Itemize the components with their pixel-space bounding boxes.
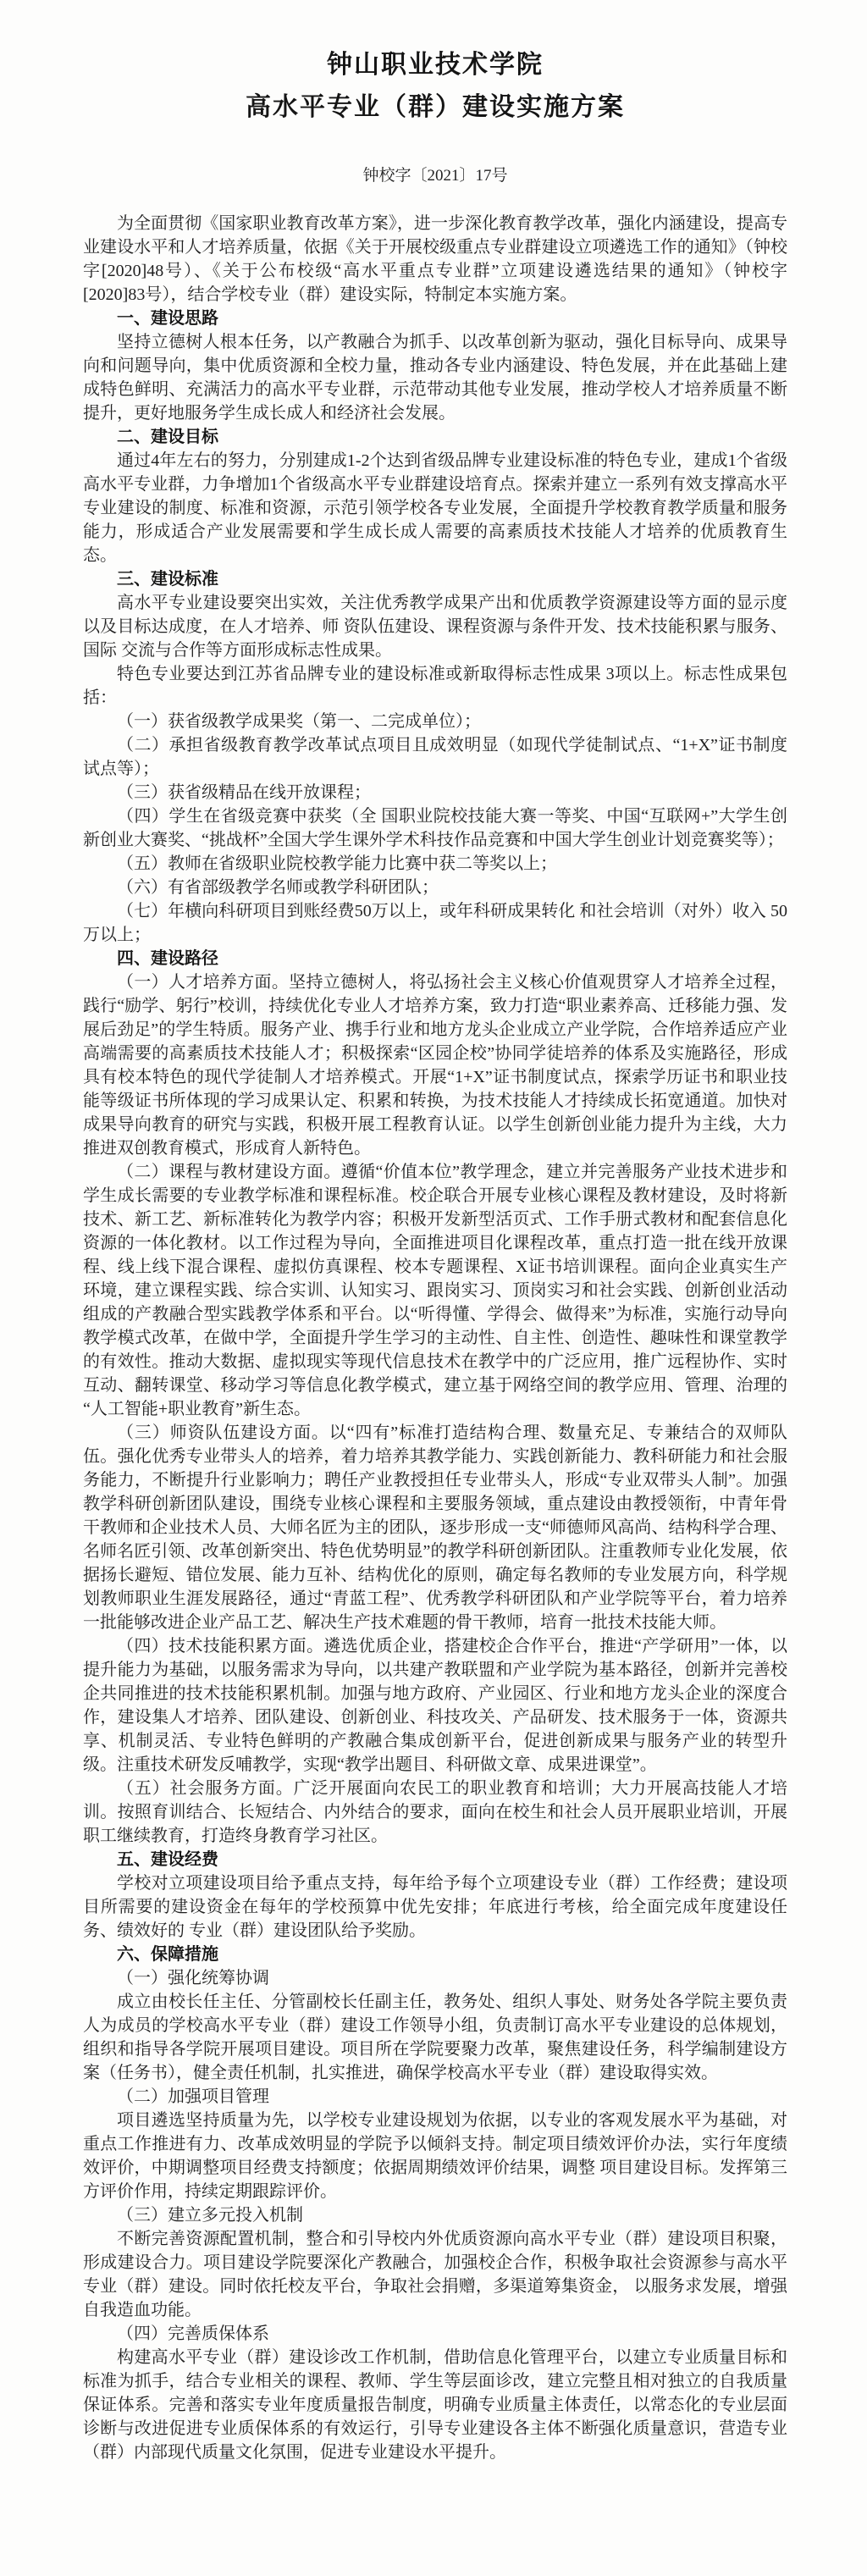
document-number: 钟校字〔2021〕17号 [362,167,508,185]
paragraph: 高水平专业建设要突出实效，关注优秀教学成果产出和优质教学资源建设等方面的显示度以及目标达成度，在人才培养、师 资队伍建设、课程资源与条件开发、技术技能积累与服务、国际 交流与合作等方面形成标志性成果。 [83,594,787,660]
paragraph: 特色专业要达到江苏省品牌专业的建设标准或新取得标志性成果 3项以上。标志性成果包括： [83,665,787,707]
sub-section-heading: （一）强化统筹协调 [117,1969,269,1987]
paragraph: （二）课程与教材建设方面。遵循“价值本位”教学理念，建立并完善服务产业技术进步和学生成长需要的专业教学标准和课程标准。校企联合开展专业核心课程及教材建设，及时将新技术、新工艺、新标准转化为教学内容；积极开发新型活页式、工作手册式教材和配套信息化资源的一体化教材。以工作过程为导向，全面推进项目化课程改革，重点打造一批在线开放课程、线上线下混合课程、虚拟仿真课程、校本专题课程、X证书培训课程。面向企业真实生产环境，建立课程实践、综合实训、认知实习、跟岗实习、顶岗实习和社会实践、创新创业活动组成的产教融合型实践教学体系和平台。以“听得懂、学得会、做得来”为标准，实施行动导向教学模式改革，在做中学，全面提升学生学习的主动性、自主性、创造性、趣味性和课堂教学的有效性。推动大数据、虚拟现实等现代信息技术在教学中的广泛应用，推广远程协作、实时互动、翻转课堂、移动学习等信息化教学模式，建立基于网络空间的教学应用、管理、治理的“人工智能+职业教育”新生态。 [83,1163,787,1418]
paragraph: （六）有省部级教学名师或教学科研团队； [117,878,439,897]
document-title-line1: 钟山职业技术学院 [327,51,544,79]
paragraph: （五）教师在省级职业院校教学能力比赛中获二等奖以上； [117,854,557,873]
sub-section-heading: （三）建立多元投入机制 [117,2206,303,2225]
paragraph: （七）年横向科研项目到账经费50万以上，或年科研成果转化 和社会培训（对外）收入 50万以上； [83,902,787,944]
section-heading: 四、建设路径 [117,949,218,968]
document-body [83,212,787,2464]
paragraph: 为全面贯彻《国家职业教育改革方案》，进一步深化教育教学改革，强化内涵建设，提高专业建设水平和人才培养质量，依据《关于开展校级重点专业群建设立项遴选工作的通知》（钟校字[2020]48号）、《关于公布校级“高水平重点专业群”立项建设遴选结果的通知》（钟校字[2020]83号），结合学校专业（群）建设实际，特制定本实施方案。 [83,214,787,304]
paragraph: 项目遴选坚持质量为先，以学校专业建设规划为依据，以专业的客观发展水平为基础，对重点工作推进有力、改革成效明显的学院予以倾斜支持。制定项目绩效评价办法，实行年度绩效评价，中期调整项目经费支持额度；依据周期绩效评价结果，调整 项目建设目标。发挥第三方评价作用，持续定期跟踪评价。 [83,2111,787,2201]
paragraph: 坚持立德树人根本任务，以产教融合为抓手、以改革创新为驱动，强化目标导向、成果导向和问题导向，集中优质资源和全校力量，推动各专业内涵建设、特色发展，并在此基础上建成特色鲜明、充满活力的高水平专业群，示范带动其他专业发展，推动学校人才培养质量不断提升，更好地服务学生成长成人和经济社会发展。 [83,333,787,423]
paragraph: （一）获省级教学成果奖（第一、二完成单位）； [117,712,481,731]
section-heading: 六、保障措施 [117,1945,218,1964]
paragraph: 通过4年左右的努力，分别建成1-2个达到省级品牌专业建设标准的特色专业，建成1个省级高水平专业群，力争增加1个省级高水平专业群建设培育点。探索并建立一系列有效支撑高水平专业建设的制度、标准和资源，示范引领学校各专业发展，全面提升学校教育教学质量和服务能力，形成适合产业发展需要和学生成长成人需要的高素质技术技能人才培养的优质教育生态。 [83,451,787,565]
paragraph: （一）人才培养方面。坚持立德树人，将弘扬社会主义核心价值观贯穿人才培养全过程，践行“励学、躬行”校训，持续优化专业人才培养方案，致力打造“职业素养高、迁移能力强、发展后劲足”的学生特质。服务产业、携手行业和地方龙头企业成立产业学院，合作培养适应产业高端需要的高素质技术技能人才；积极探索“区园企校”协同学徒培养的体系及实施路径，形成具有校本特色的现代学徒制人才培养模式。开展“1+X”证书制度试点，探索学历证书和职业技能等级证书所体现的学习成果认定、积累和转换，为技术技能人才持续成长拓宽通道。加快对成果导向教育的研究与实践，积极开展工程教育认证。以学生创新创业能力提升为主线，大力推进双创教育模式，形成育人新特色。 [83,973,787,1158]
section-heading: 一、建设思路 [117,309,218,328]
paragraph: （四）学生在省级竞赛中获奖（全 国职业院校技能大赛一等奖、中国“互联网+”大学生创新创业大赛奖、“挑战杯”全国大学生课外学术科技作品竞赛和中国大学生创业计划竞赛奖等）； [83,807,787,849]
paragraph: （二）承担省级教育教学改革试点项目且成效明显（如现代学徒制试点、“1+X”证书制度试点等）； [83,736,787,778]
paragraph: 不断完善资源配置机制，整合和引导校内外优质资源向高水平专业（群）建设项目积聚，形成建设合力。项目建设学院要深化产教融合，加强校企合作，积极争取社会资源参与高水平专业（群）建设。同时依托校友平台，争取社会捐赠，多渠道筹集资金， 以服务求发展，增强自我造血功能。 [83,2230,787,2319]
sub-section-heading: （二）加强项目管理 [117,2087,269,2106]
document-title-line2: 高水平专业（群）建设实施方案 [246,93,625,121]
sub-section-heading: （四）完善质保体系 [117,2324,269,2343]
section-heading: 五、建设经费 [117,1850,218,1869]
section-heading: 二、建设目标 [117,428,218,446]
paragraph: （三）师资队伍建设方面。以“四有”标准打造结构合理、数量充足、专兼结合的双师队伍。强化优秀专业带头人的培养，着力培养其教学能力、实践创新能力、教科研能力和社会服务能力，不断提升行业影响力；聘任产业教授担任专业带头人，形成“专业双带头人制”。加强教学科研创新团队建设，围绕专业核心课程和主要服务领域，重点建设由教授领衔，中青年骨干教师和企业技术人员、大师名匠为主的团队，逐步形成一支“师德师风高尚、结构科学合理、名师名匠引领、改革创新突出、特色优势明显”的教学科研创新团队。注重教师专业化发展，依据扬长避短、错位发展、能力互补、结构优化的原则，确定每名教师的专业发展方向，科学规划教师职业生涯发展路径，通过“青蓝工程”、优秀教学科研团队和产业学院等平台，着力培养一批能够改进企业产品工艺、解决生产技术难题的骨干教师，培育一批技术技能大师。 [83,1423,787,1632]
paragraph: （四）技术技能积累方面。遴选优质企业，搭建校企合作平台，推进“产学研用”一体，以提升能力为基础，以服务需求为导向，以共建产教联盟和产业学院为基本路径，创新并完善校企共同推进的技术技能积累机制。加强与地方政府、产业园区、行业和地方龙头企业的深度合作，建设集人才培养、团队建设、创新创业、科技攻关、产品研发、技术服务于一体，资源共享、机制灵活、专业特色鲜明的产教融合集成创新平台，促进创新成果与服务产业的转型升级。注重技术研发反哺教学，实现“教学出题目、科研做文章、成果进课堂”。 [83,1637,787,1774]
section-heading: 三、建设标准 [117,570,218,589]
paragraph: 学校对立项建设项目给予重点支持，每年给予每个立项建设专业（群）工作经费；建设项目所需要的建设资金在每年的学校预算中优先安排；年底进行考核，给全面完成年度建设任务、绩效好的 专业（群）建设团队给予奖励。 [83,1874,787,1940]
paragraph: 成立由校长任主任、分管副校长任副主任，教务处、组织人事处、财务处各学院主要负责人为成员的学校高水平专业（群）建设工作领导小组，负责制订高水平专业建设的总体规划，组织和指导各学院开展项目建设。项目所在学院要聚力改革，聚焦建设任务，科学编制建设方案（任务书），健全责任机制，扎实推进，确保学校高水平专业（群）建设取得实效。 [83,1993,787,2082]
paragraph: 构建高水平专业（群）建设诊改工作机制，借助信息化管理平台，以建立专业质量目标和标准为抓手，结合专业相关的课程、教师、学生等层面诊改，建立完整且相对独立的自我质量保证体系。完善和落实专业年度质量报告制度，明确专业质量主体责任，以常态化的专业层面诊断与改进促进专业质保体系的有效运行，引导专业建设各主体不断强化质量意识，营造专业（群）内部现代质量文化氛围，促进专业建设水平提升。 [83,2348,787,2462]
document-title [83,44,787,129]
paragraph: （五）社会服务方面。广泛开展面向农民工的职业教育和培训；大力开展高技能人才培训。按照育训结合、长短结合、内外结合的要求，面向在校生和社会人员开展职业培训，开展职工继续教育，打造终身教育学习社区。 [83,1779,787,1845]
paragraph: （三）获省级精品在线开放课程； [117,783,371,802]
